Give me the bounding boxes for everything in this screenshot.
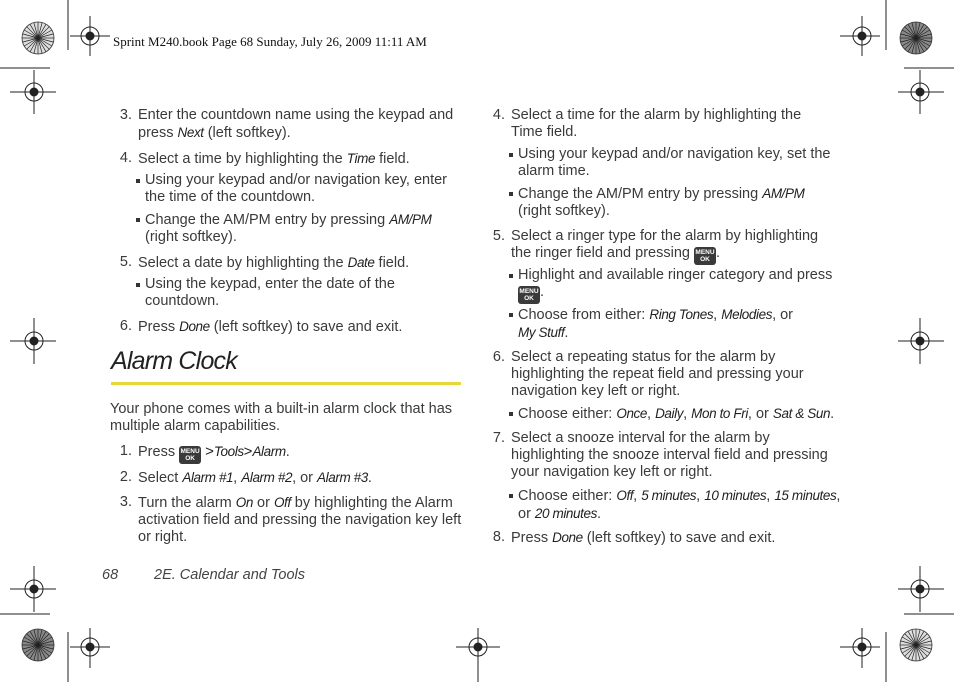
menu-ok-key-icon: MENU OK: [519, 288, 539, 302]
step-text: Select a ringer type for the alarm by highlighting the ringer field and pressing MENU OK .: [511, 228, 819, 263]
step-number: 6.: [492, 349, 505, 365]
crosshair-mark-icon: [840, 628, 880, 668]
step-text: Select a date by highlighting the Date field.: [138, 255, 410, 271]
step-number: 6.: [119, 318, 132, 334]
bullet-highlight-category: Highlight and available ringer category and press MENU OK .: [518, 267, 836, 304]
crosshair-mark-icon: [10, 318, 56, 364]
step-number: 4.: [119, 150, 132, 166]
bullet-set-alarm-time: Using your keypad and/or navigation key, set the alarm time.: [518, 146, 836, 180]
menu-ok-key-icon: MENU OK: [180, 448, 200, 462]
step-text: Select a snooze interval for the alarm by highlighting the snooze interval field and pressing your navigation key left or right.: [511, 430, 828, 480]
menu-ok-key-icon: MENU OK: [695, 249, 715, 263]
step-text: Select Alarm #1, Alarm #2, or Alarm #3.: [138, 470, 372, 486]
crosshair-mark-icon: [898, 318, 944, 364]
bullet-repeat-choices: Choose either: Once, Daily, Mon to Fri, or Sat & Sun.: [518, 406, 835, 422]
step-number: 2.: [119, 469, 132, 485]
bullet-am-pm: Change the AM/PM entry by pressing AM/PM (right softkey).: [145, 211, 455, 246]
step-number: 5.: [119, 254, 132, 270]
intro-paragraph: Your phone comes with a built-in alarm clock that has multiple alarm capabilities.: [110, 401, 453, 434]
step-text: Turn the alarm On or Off by highlighting the Alarm activation field and pressing the navigation key left or right.: [138, 495, 462, 545]
step-text: Select a time by highlighting the Time field.: [138, 151, 410, 167]
step-text: Select a repeating status for the alarm by highlighting the repeat field and pressing your navigation key left or right.: [511, 349, 804, 399]
bullet-ringer-choices: Choose from either: Ring Tones, Melodies, or My Stuff.: [518, 306, 836, 342]
step-text: Press MENU OK >Tools>Alarm.: [138, 443, 290, 462]
crosshair-mark-icon: [70, 16, 110, 56]
step-text: Enter the countdown name using the keypad and press Next (left softkey).: [138, 107, 454, 141]
bullet-enter-date: Using the keypad, enter the date of the countdown.: [145, 276, 415, 310]
bullet-am-pm: Change the AM/PM entry by pressing AM/PM (right softkey).: [518, 185, 836, 220]
print-stamp: Sprint M240.book Page 68 Sunday, July 26, 2009 11:11 AM: [113, 34, 427, 49]
section-title: Alarm Clock: [111, 347, 237, 375]
step-text: Select a time for the alarm by highlighting the Time field.: [511, 107, 802, 140]
step-number: 3.: [119, 494, 132, 510]
step-number: 7.: [492, 430, 505, 446]
crosshair-mark-icon: [456, 628, 500, 668]
step-number: 5.: [492, 228, 505, 244]
step-number: 8.: [492, 529, 505, 545]
step-number: 3.: [119, 107, 132, 123]
crosshair-mark-icon: [10, 70, 56, 114]
title-underline: [111, 382, 461, 385]
crosshair-mark-icon: [898, 70, 944, 114]
crosshair-mark-icon: [10, 566, 56, 612]
step-number: 1.: [119, 443, 132, 459]
crosshair-mark-icon: [898, 566, 944, 612]
bullet-enter-time: Using your keypad and/or navigation key, enter the time of the countdown.: [145, 172, 455, 206]
page-number: 68: [102, 567, 119, 583]
crosshair-mark-icon: [840, 16, 880, 56]
bullet-snooze-choices: Choose either: Off, 5 minutes, 10 minutes, 15 minutes, or 20 minutes.: [518, 487, 843, 523]
crosshair-mark-icon: [70, 628, 110, 668]
step-number: 4.: [492, 107, 505, 123]
step-text: Press Done (left softkey) to save and exit.: [511, 530, 776, 546]
step-text: Press Done (left softkey) to save and exit.: [138, 319, 403, 335]
section-name: 2E. Calendar and Tools: [154, 567, 306, 583]
